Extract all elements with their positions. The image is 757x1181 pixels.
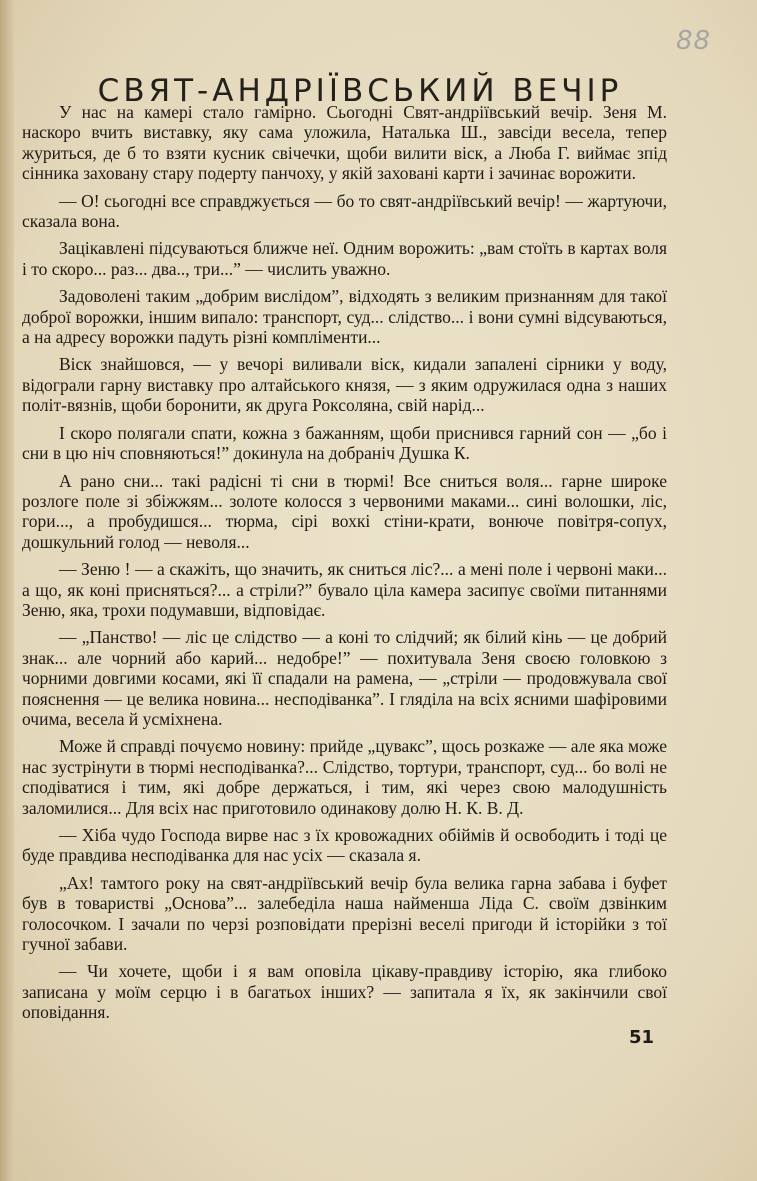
paragraph: Зацікавлені підсуваються ближче неї. Одним ворожить: „вам стоїть в картах воля і то скоро... раз... два.., три...” — числить уважно.: [22, 238, 667, 279]
paragraph: — Зеню ! — а скажіть, що значить, як сниться ліс?... а мені поле і червоні маки... а що, як коні присняться?... а стріли?” бувало ціла камера засипує своїми питаннями Зеню, яка, трохи подумавши, відповідає.: [22, 559, 667, 620]
chapter-title: СВЯТ-АНДРІЇВСЬКИЙ ВЕЧІР: [97, 72, 623, 109]
paragraph: У нас на камері стало гамірно. Сьогодні Свят-андріївський вечір. Зеня М. наскоро вчить виставку, яку сама уложила, Наталька Ш., завсіди весела, тепер журиться, де б то взяти кусник свічечки, щоби вилити віск, а Люба Г. виймає зпід сінника заховану стару подерту панчоху, у якій заховані карти і зачинає ворожити.: [22, 102, 667, 184]
handwritten-page-number: 88: [676, 26, 712, 56]
paragraph: — Чи хочете, щоби і я вам оповіла цікаву-правдиву історію, яка глибоко записана у моїм серцю і в багатьох інших? — запитала я їх, як закінчили свої оповідання.: [22, 961, 667, 1023]
paragraph: Задоволені таким „добрим вислідом”, відходять з великим признанням для такої доброї ворожки, іншим випало: транспорт, суд... слідство... і вони сумні відсуваються, а на адресу ворожки падуть різні компліменти...: [22, 286, 667, 348]
body-text: [22, 102, 667, 1030]
paragraph: — Хіба чудо Господа вирве нас з їх кровожадних обіймів й освободить і тоді це буде правдива несподіванка для нас усіх — сказала я.: [22, 825, 667, 866]
paragraph: Може й справді почуємо новину: прийде „цувакс”, щось розкаже — але яка може нас зустрінути в тюрмі несподіванка?... Слідство, тортури, транспорт, суд... бо волі не сподіватися і тим, які добре держаться, і тим, які через свою малодушність заломилися... Для всіх нас приготовило одинакову долю Н. К. В. Д.: [22, 736, 667, 818]
paragraph: „Ах! тамтого року на свят-андріївський вечір була велика гарна забава і буфет був в товаристві „Основа”... залебеділа наша найменша Ліда С. своїм дзвінким голосочком. І зачали по черзі розповідати прерізні веселі пригоди й історійки з тої гучної забави.: [22, 872, 667, 955]
paragraph: — О! сьогодні все справджується — бо то свят-андріївський вечір! — жартуючи, сказала вона.: [22, 190, 667, 232]
paragraph: А рано сни... такі радісні ті сни в тюрмі! Все сниться воля... гарне широке розлоге поле зі збіжжям... золоте колосся з червоними маками... сині волошки, ліс, гори..., а пробудишся... тюрма, сірі вохкі стіни-крати, вонюче повітря-сопух, дошкульний голод — неволя...: [22, 470, 667, 552]
page-spine-shadow: [0, 0, 14, 1181]
paragraph: — „Панство! — ліс це слідство — а коні то слідчий; як білий кінь — це добрий знак... але чорний або карий... недобре!” — похитувала Зеня своєю головкою з чорними довгими косами, які її спадали на рамена, — „стріли — продовжувала свої пояснення — це велика новина... несподіванка”. І гляділа на всіх ясними шафіровими очима, весела й усміхнена.: [22, 627, 667, 729]
paragraph: Віск знайшовся, — у вечорі виливали віск, кидали запалені сірники у воду, відограли гарну виставку про алтайського князя, — з яким одружилася одна з наших політ-вязнів, щоби боронити, як друга Роксоляна, свій нарід...: [22, 354, 667, 416]
paragraph: І скоро полягали спати, кожна з бажанням, щоби приснився гарний сон — „бо і сни в цю ніч сповняються!” докинула на добраніч Душка К.: [22, 422, 667, 464]
page-number: 51: [629, 1027, 655, 1048]
